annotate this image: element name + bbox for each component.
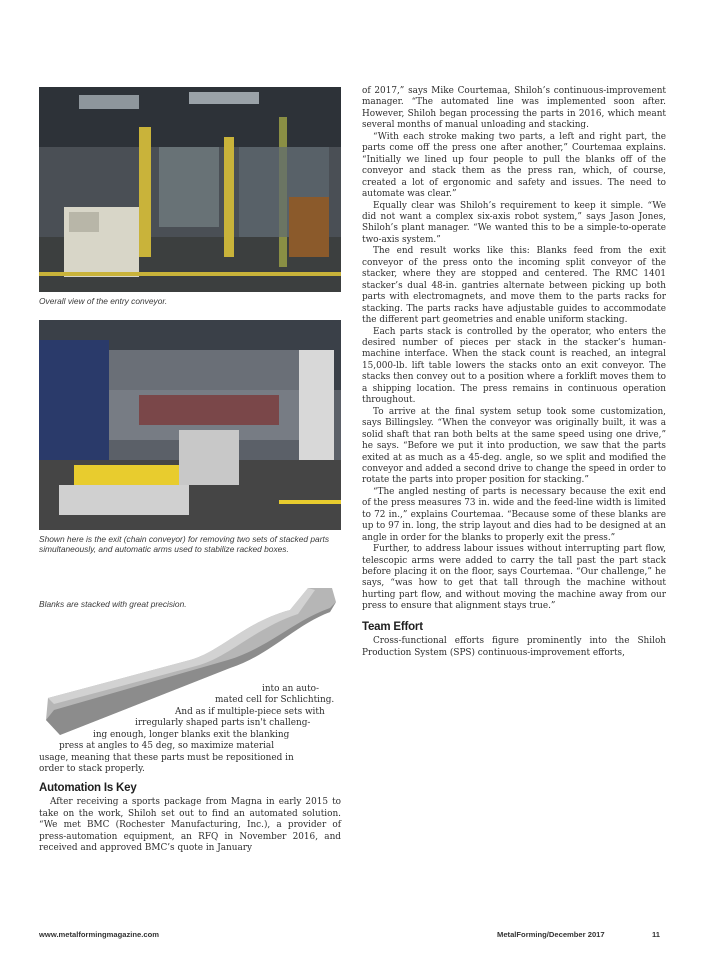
paragraph: Equally clear was Shiloh’s requirement to keep it simple. “We did not want a complex six-axis robot system,” says Jason Jones, Shiloh’s plant manager. “We wanted this to be a simple-to-operate two-axis system.” — [362, 200, 666, 245]
paragraph: of 2017,” says Mike Courtemaa, Shiloh’s continuous-improvement manager. “The automated line was implemented soon after. However, Shiloh began processing the parts in 2016, which meant several months of manual unloading and stacking. — [362, 86, 666, 131]
footer-issue: MetalForming/December 2017 — [497, 930, 605, 939]
footer-url[interactable]: www.metalformingmagazine.com — [39, 930, 159, 939]
paragraph: Further, to address labour issues without interrupting part flow, telescopic arms were added to carry the tall past the part stack before placing it on the floor, says Courtemaa. “Our challenge,” he says, “was how to get that tall through the machine without hurting part flow, and without moving the machine away from our press to ensure that alignment stays true.” — [362, 544, 666, 612]
wrap-line: mated cell for Schlichting. — [215, 695, 335, 706]
paragraph: Cross-functional efforts figure prominently into the Shiloh Production System (SPS) continuous-improvement efforts, — [362, 636, 666, 658]
exit-conveyor-caption: Shown here is the exit (chain conveyor) for removing two sets of stacked parts simultaneously, and automatic arms used to stabilize racked boxes. — [39, 534, 330, 555]
paragraph: Each parts stack is controlled by the operator, who enters the desired number of pieces per stack in the stacker’s human-machine interface. When the stack count is reached, an integral 15,000-lb. lift table lowers the stacks onto an exit conveyor. The stacks then convey out to a position where a forklift moves them to a shipping location. The press remains in continuous operation throughout. — [362, 326, 666, 406]
paragraph: To arrive at the final system setup took some customization, says Billingsley. “When the conveyor was originally built, it was a solid shaft that ran both belts at the same speed using one drive,” he says. “Before we put it into production, we saw that the parts exited at as much as a 45-deg. angle, so we split and modified the conveyor and added a second drive to change the speed in order to rotate the parts into proper position for stacking.” — [362, 406, 666, 486]
paragraph: “The angled nesting of parts is necessary because the exit end of the press measures 73 in. wide and the feed-line width is limited to 72 in.,” explains Courtemaa. “Because some of these blanks are up to 97 in. long, the strip layout and dies had to be designed at an angle in order for the blanks to properly exit the press.” — [362, 486, 666, 543]
wrap-line: ing enough, longer blanks exit the blanking — [93, 729, 290, 740]
wrap-line: order to stack properly. — [39, 764, 145, 775]
section-heading-team-effort: Team Effort — [362, 620, 423, 633]
wrap-line: into an auto- — [262, 684, 320, 694]
paragraph: “With each stroke making two parts, a left and right part, the parts come off the press one after another,” Courtemaa explains. “Initially we lined up four people to pull the blanks off of the conveyor and stack them as the press ran, which, of course, created a lot of ergonomic and safety and issues. The need to automate was clear.” — [362, 131, 666, 200]
wrap-line: irregularly shaped parts isn't challeng- — [135, 718, 311, 729]
paragraph: The end result works like this: Blanks feed from the exit conveyor of the press onto the incoming split conveyor of the stacker, where they are stopped and centered. The RMC 1401 stacker’s dual 48-in. gantries alternate between picking up both parts with electromagnets, and move them to the parts racks for stacking. The parts racks have adjustable guides to accommodate the different part geometries and enable uniform stacking. — [362, 246, 666, 326]
right-column-body — [362, 86, 666, 659]
wrap-line: usage, meaning that these parts must be repositioned in — [39, 752, 294, 763]
entry-conveyor-photo — [39, 87, 341, 292]
paragraph: After receiving a sports package from Magna in early 2015 to take on the work, Shiloh set out to find an automated solution. “We met BMC (Rochester Manufacturing, Inc.), a provider of press-automation equipment, an RFQ in November 2016, and received and approved BMC’s quote in January — [39, 797, 341, 854]
exit-conveyor-photo — [39, 320, 341, 530]
wrap-line: And as if multiple-piece sets with — [175, 706, 325, 717]
blank-caption: Blanks are stacked with great precision. — [39, 599, 187, 609]
wrap-line: press at angles to 45 deg, so maximize material — [59, 741, 275, 752]
section-heading-automation: Automation Is Key — [39, 782, 137, 794]
page-number: 11 — [652, 930, 661, 939]
left-column-body — [39, 774, 341, 855]
blank-wrap-text — [39, 684, 341, 776]
entry-conveyor-caption: Overall view of the entry conveyor. — [39, 296, 168, 306]
